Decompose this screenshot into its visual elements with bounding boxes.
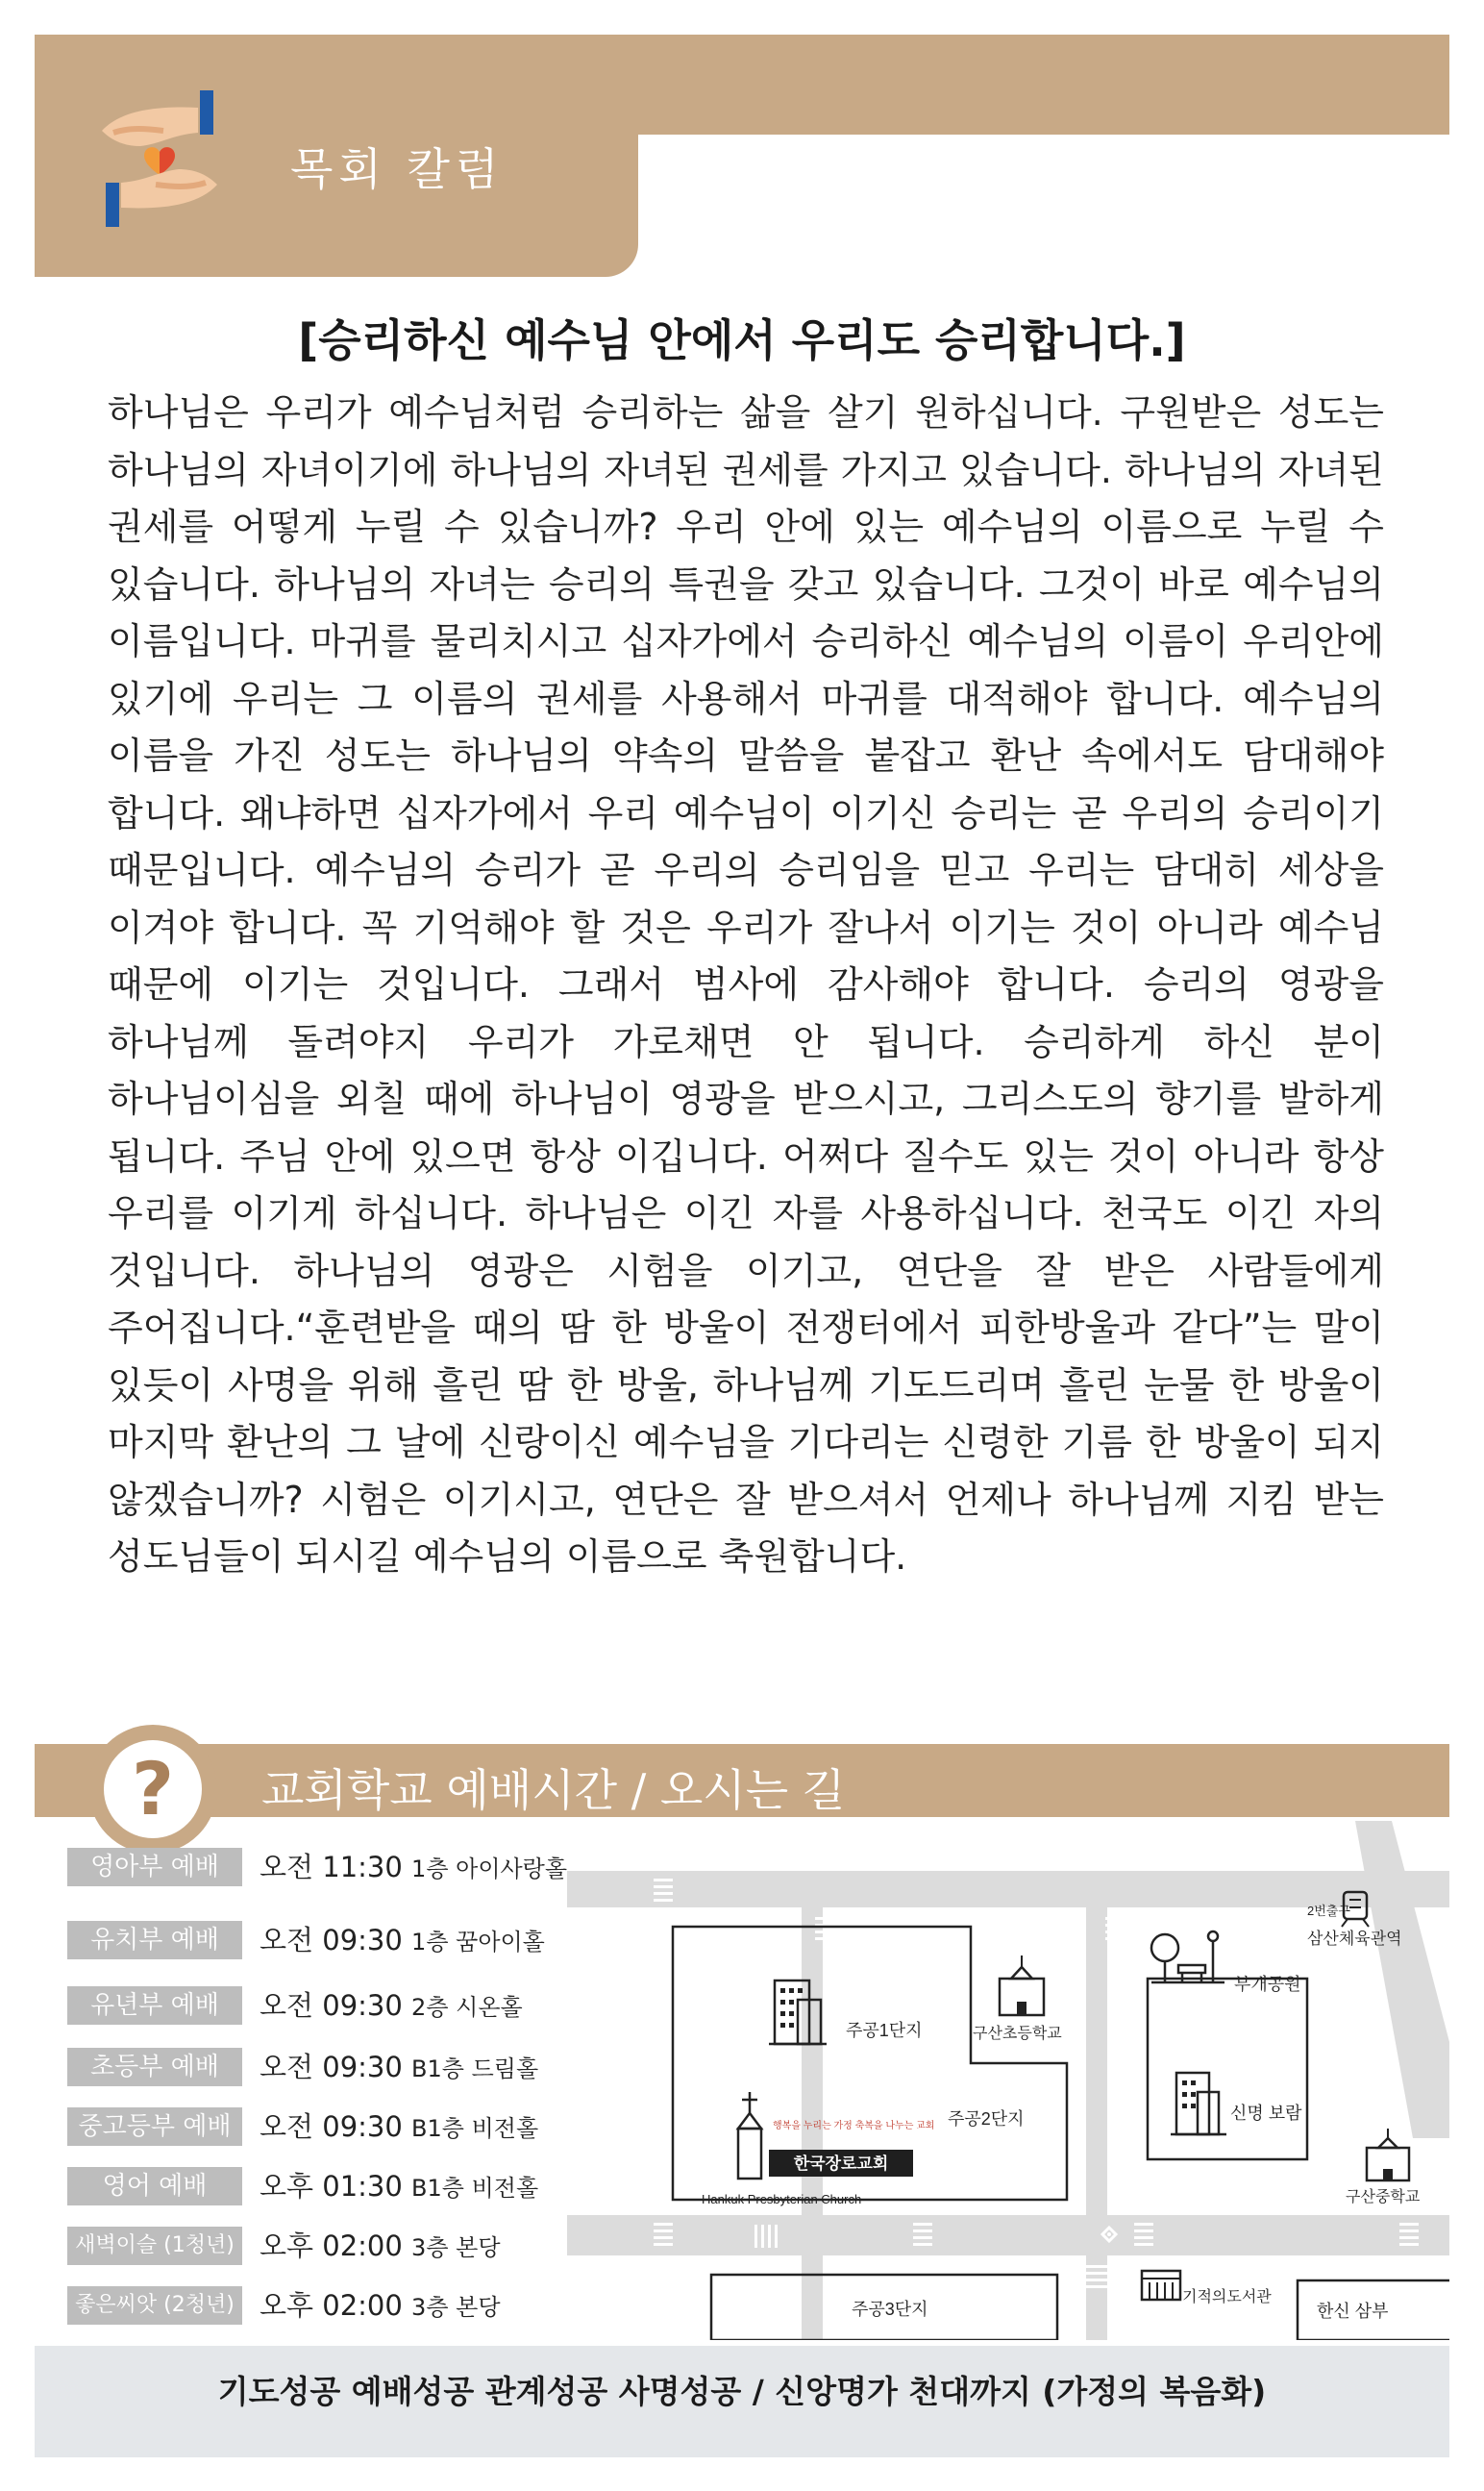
schedule-label: 영어 예배 <box>67 2167 242 2205</box>
schedule-time: 오후 02:00 3층 본당 <box>260 2289 501 2322</box>
library-label: 기적의도서관 <box>1182 2289 1272 2305</box>
apt3-label: 주공3단지 <box>852 2300 928 2319</box>
road <box>802 1871 823 2340</box>
schedule-time: 오후 01:30 B1층 비전홀 <box>260 2170 539 2203</box>
middle-school-label: 구산중학교 <box>1346 2189 1421 2205</box>
schedule-time: 오전 09:30 2층 시온홀 <box>260 1989 523 2022</box>
church-name: 한국장로교회 <box>793 2155 889 2173</box>
schedule-time: 오전 09:30 B1층 드림홀 <box>260 2051 539 2083</box>
schedule-label: 새벽이슬 (1청년) <box>67 2227 242 2265</box>
apt2-label: 주공2단지 <box>948 2109 1025 2129</box>
schedule-label: 유치부 예배 <box>67 1921 242 1959</box>
footer-motto: 기도성공 예배성공 관계성공 사명성공 / 신앙명가 천대까지 (가정의 복음화) <box>217 2373 1267 2410</box>
schedule-label: 중고등부 예배 <box>67 2107 242 2146</box>
schedule-label: 좋은씨앗 (2청년) <box>67 2286 242 2325</box>
column-title: [승리하신 예수님 안에서 우리도 승리합니다.] <box>298 314 1186 366</box>
hands-heart-icon <box>92 88 229 229</box>
schedule-time: 오전 09:30 B1층 비전홀 <box>260 2110 539 2143</box>
exit-label: 2번출구 <box>1307 1904 1350 1918</box>
hansin-label: 한신 삼부 <box>1317 2302 1389 2321</box>
sports-station-label: 삼산체육관역 <box>1307 1930 1402 1948</box>
schedule-time: 오전 09:30 1층 꿈아이홀 <box>260 1924 545 1956</box>
schedule-label: 유년부 예배 <box>67 1986 242 2025</box>
schedule-label: 영아부 예배 <box>67 1848 242 1886</box>
road <box>567 1871 1449 1907</box>
park-label: 부개공원 <box>1234 1975 1301 1994</box>
section-title: 교회학교 예배시간 / 오시는 길 <box>261 1764 846 1816</box>
church-name-en: Hankuk Presbyterian Church <box>702 2192 862 2206</box>
question-mark-icon: ? <box>131 1746 175 1831</box>
apt1-label: 주공1단지 <box>846 2021 923 2040</box>
road <box>567 2215 1449 2255</box>
directions-map <box>567 1821 1449 2340</box>
elementary-school-label: 구산초등학교 <box>973 2026 1062 2042</box>
sinmyeong-label: 신명 보람 <box>1230 2104 1302 2123</box>
column-body: 하나님은 우리가 예수님처럼 승리하는 삶을 살기 원하십니다. 구원받은 성도는 하나님의 자녀이기에 하나님의 자녀된 권세를 가지고 있습니다. 하나님의 자녀된 권세를 어떻게 누릴 수 있습니까? 우리 안에 있는 예수님의 이름으로 누릴 수 있습니다. 하나님의 자녀는 승리의 특권을 갖고 있습니다. 그것이 바로 예수님의 이름입니다. 마귀를 물리치시고 십자가에서 승리하신 예수님의 이름이 우리안에 있기에 우리는 그 이름의 권세를 사용해서 마귀를 대적해야 합니다. 예수님의 이름을 가진 성도는 하나님의 약속의 말씀을 붙잡고 환난 속에서도 담대해야 합니다. 왜냐하면 십자가에서 우리 예수님이 이기신 승리는 곧 우리의 승리이기 때문입니다. 예수님의 승리가 곧 우리의 승리임을 믿고 우리는 담대히 세상을 이겨야 합니다. 꼭 기억해야 할 것은 우리가 잘나서 이기는 것이 아니라 예수님 때문에 이기는 것입니다. 그래서 범사에 감사해야 합니다. 승리의 영광을 하나님께 돌려야지 우리가 가로채면 안 됩니다. 승리하게 하신 분이 하나님이심을 외칠 때에 하나님이 영광을 받으시고, 그리스도의 향기를 발하게 됩니다. 주님 안에 있으면 항상 이깁니다. 어쩌다 질수도 있는 것이 아니라 항상 우리를 이기게 하십니다. 하나님은 이긴 자를 사용하십니다. 천국도 이긴 자의 것입니다. 하나님의 영광은 시험을 이기고, 연단을 잘 받은 사람들에게 주어집니다.“훈련받을 때의 땀 한 방울이 전쟁터에서 피한방울과 같다”는 말이 있듯이 사명을 위해 흘린 땀 한 방울, 하나님께 기도드리며 흘린 눈물 한 방울이 마지막 환난의 그 날에 신랑이신 예수님을 기다리는 신령한 기름 한 방울이 되지 않겠습니까? 시험은 이기시고, 연단은 잘 받으셔서 언제나 하나님께 지킴 받는 성도님들이 되시길 예수님의 이름으로 축원합니다. <box>108 391 1384 1578</box>
header-title: 목회 칼럼 <box>290 143 505 195</box>
schedule-label: 초등부 예배 <box>67 2048 242 2086</box>
road <box>1086 1871 1107 2340</box>
schedule-time: 오후 02:00 3층 본당 <box>260 2229 501 2262</box>
schedule-time: 오전 11:30 1층 아이사랑홀 <box>260 1851 568 1883</box>
church-tagline: 행복을 누리는 가정 축복을 나누는 교회 <box>773 2121 935 2131</box>
